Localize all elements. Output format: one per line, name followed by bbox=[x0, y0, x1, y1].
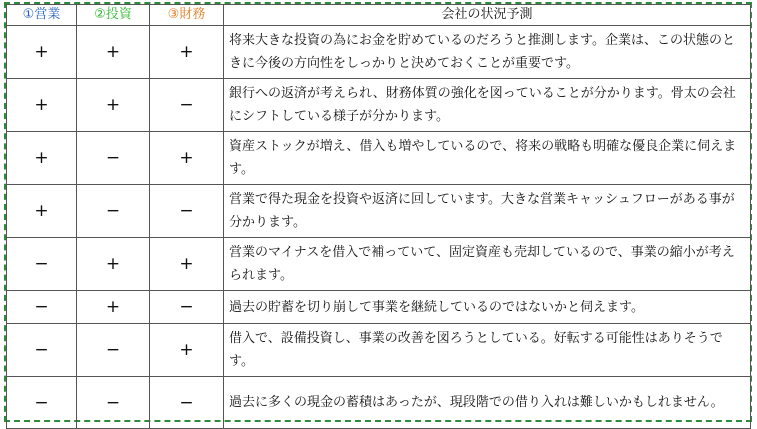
header-financing: ③財務 bbox=[150, 5, 224, 26]
investing-sign: − bbox=[77, 185, 150, 238]
financing-sign: − bbox=[150, 291, 224, 324]
header-row bbox=[7, 5, 751, 26]
situation-description: 将来大きな投資の為にお金を貯めているのだろうと推測します。企業は、この状態のときに今後の方向性をしっかりと決めておくことが重要です。 bbox=[224, 26, 751, 79]
financing-sign: + bbox=[150, 26, 224, 79]
situation-description: 銀行への返済が考えられ、財務体質の強化を図っていることが分かります。骨太の会社にシフトしている様子が分かります。 bbox=[224, 79, 751, 132]
table-row bbox=[7, 377, 751, 429]
operating-sign: + bbox=[7, 185, 77, 238]
table-row bbox=[7, 132, 751, 185]
operating-sign: + bbox=[7, 79, 77, 132]
situation-description: 借入で、設備投資し、事業の改善を図ろうとしている。好転する可能性はありそうです。 bbox=[224, 324, 751, 377]
investing-sign: + bbox=[77, 291, 150, 324]
header-operating: ①営業 bbox=[7, 5, 77, 26]
financing-sign: − bbox=[150, 185, 224, 238]
operating-sign: + bbox=[7, 26, 77, 79]
financing-sign: + bbox=[150, 324, 224, 377]
investing-sign: − bbox=[77, 132, 150, 185]
table-row bbox=[7, 79, 751, 132]
operating-sign: − bbox=[7, 291, 77, 324]
investing-sign: + bbox=[77, 79, 150, 132]
situation-description: 過去の貯蓄を切り崩して事業を継続しているのではないかと伺えます。 bbox=[224, 291, 751, 324]
operating-sign: − bbox=[7, 377, 77, 429]
table-row bbox=[7, 324, 751, 377]
investing-sign: + bbox=[77, 238, 150, 291]
header-investing: ②投資 bbox=[77, 5, 150, 26]
table-row bbox=[7, 291, 751, 324]
situation-description: 営業で得た現金を投資や返済に回しています。大きな営業キャッシュフローがある事が分かります。 bbox=[224, 185, 751, 238]
investing-sign: − bbox=[77, 324, 150, 377]
operating-sign: − bbox=[7, 238, 77, 291]
header-description: 会社の状況予測 bbox=[224, 5, 751, 26]
financing-sign: − bbox=[150, 79, 224, 132]
investing-sign: − bbox=[77, 377, 150, 429]
investing-sign: + bbox=[77, 26, 150, 79]
financing-sign: + bbox=[150, 132, 224, 185]
table-row bbox=[7, 238, 751, 291]
situation-description: 営業のマイナスを借入で補っていて、固定資産も売却しているので、事業の縮小が考えられます。 bbox=[224, 238, 751, 291]
situation-description: 過去に多くの現金の蓄積はあったが、現段階での借り入れは難しいかもしれません。 bbox=[224, 377, 751, 429]
operating-sign: − bbox=[7, 324, 77, 377]
financing-sign: + bbox=[150, 238, 224, 291]
table-row bbox=[7, 26, 751, 79]
cash-flow-pattern-table bbox=[6, 4, 751, 429]
operating-sign: + bbox=[7, 132, 77, 185]
table-row bbox=[7, 185, 751, 238]
financing-sign: − bbox=[150, 377, 224, 429]
situation-description: 資産ストックが増え、借入も増やしているので、将来の戦略も明確な優良企業に伺えます。 bbox=[224, 132, 751, 185]
